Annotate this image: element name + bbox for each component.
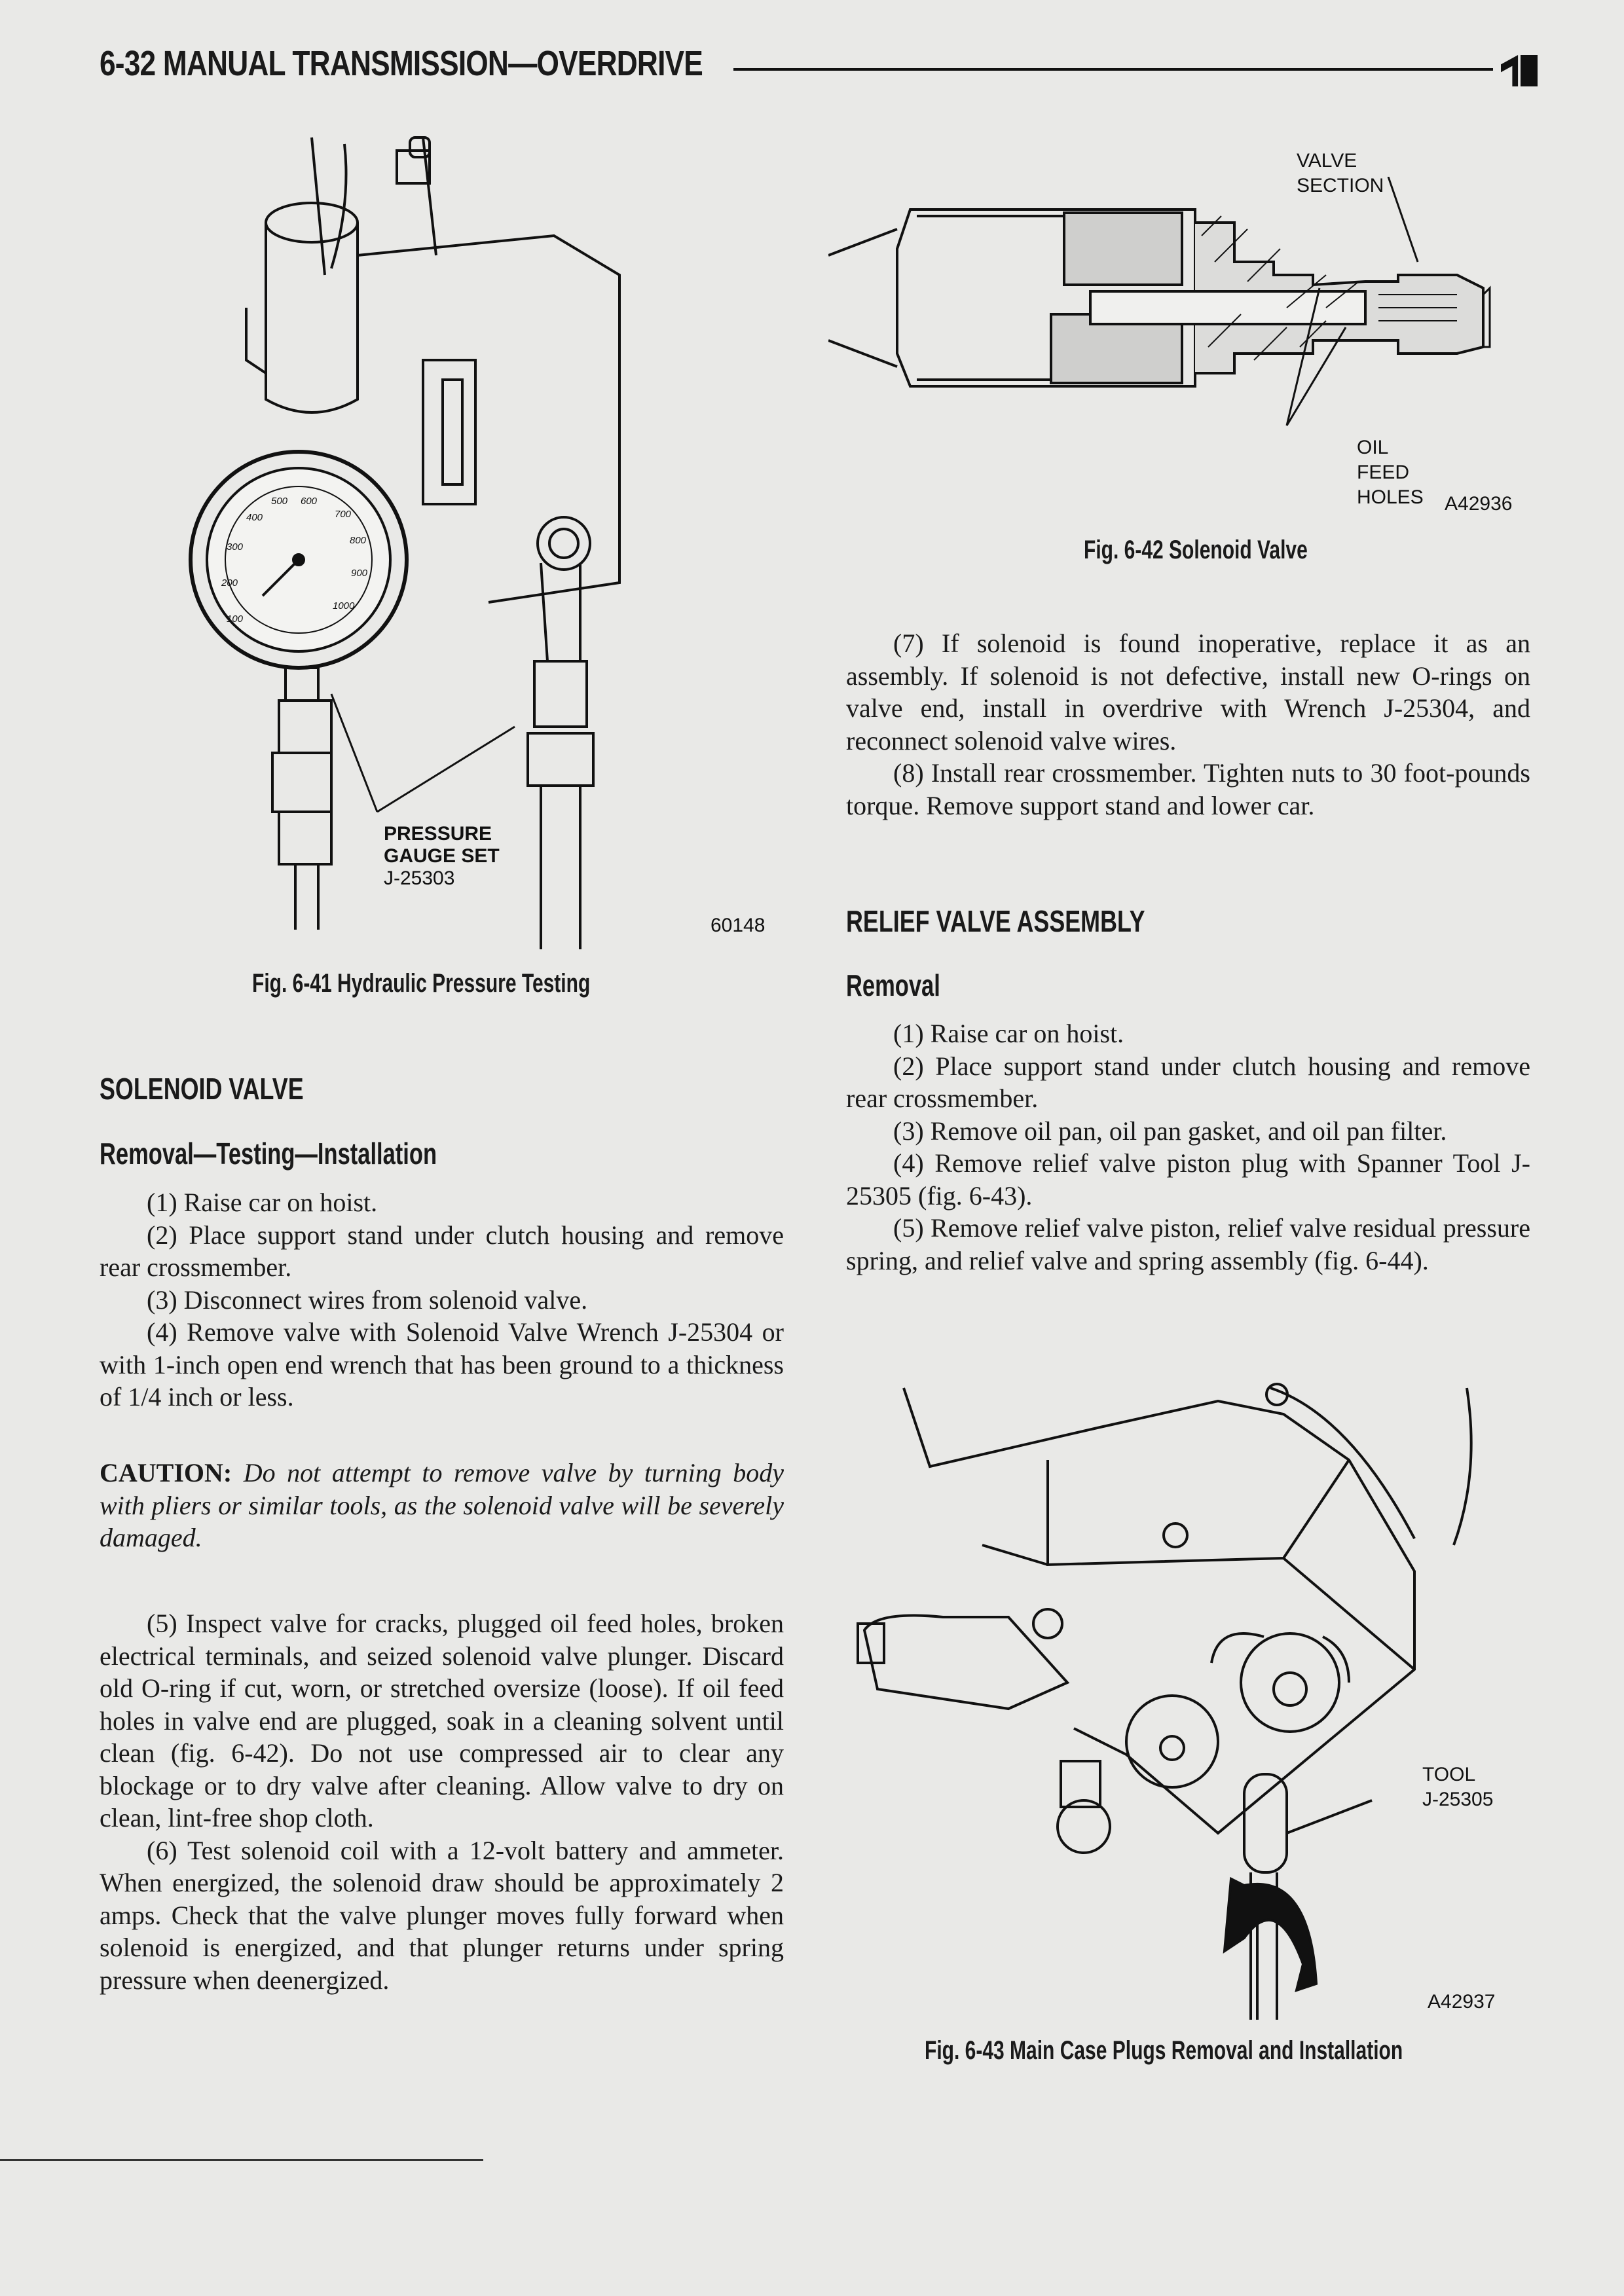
relief-valve-heading: RELIEF VALVE ASSEMBLY [846,904,1145,938]
step-text: (3) Remove oil pan, oil pan gasket, and oil pan filter. [893,1116,1447,1146]
caution-text: Do not attempt to remove valve by turning body with pliers or similar tools, as the solenoid valve will be severely damaged. [100,1458,784,1552]
gauge-number: 400 [246,512,263,523]
fig41-label-line3: J-25303 [384,867,455,889]
solenoid-valve-subheading: Removal—Testing—Installation [100,1137,437,1171]
step-text: (1) Raise car on hoist. [893,1019,1124,1048]
section-mark-icon-bar [1521,55,1538,86]
gauge-number: 600 [301,496,318,507]
gauge-number: 1000 [333,600,355,611]
step-text: (2) Place support stand under clutch housing and remove rear crossmember. [100,1220,784,1282]
relief-valve-steps [846,1017,1530,1277]
gauge-number: 500 [271,496,288,507]
relief-valve-subheading: Removal [846,968,940,1002]
caution-label: CAUTION: [100,1458,232,1487]
fig43-label-tool-1: TOOL [1422,1764,1476,1785]
caution-note [100,1457,784,1554]
footer-rule [0,2159,483,2161]
step-text: (8) Install rear crossmember. Tighten nuts to 30 foot-pounds torque. Remove support stand and lower car. [846,758,1530,820]
fig42-code: A42936 [1445,493,1513,515]
main-case-plugs-illustration [851,1375,1545,2023]
gauge-number: 700 [335,509,352,520]
solenoid-steps-2 [100,1607,784,1996]
fig43-caption: Fig. 6-43 Main Case Plugs Removal and Installation [925,2036,1403,2065]
fig43-code: A42937 [1428,1991,1496,2013]
fig41-label-line1: PRESSURE [384,823,492,845]
fig42-caption: Fig. 6-42 Solenoid Valve [1084,536,1308,564]
fig41-label-line2: GAUGE SET [384,845,500,867]
gauge-number: 200 [221,577,238,589]
page-header-title: 6-32 MANUAL TRANSMISSION—OVERDRIVE [100,44,703,83]
step-text: (4) Remove relief valve piston plug with Spanner Tool J-25305 (fig. 6-43). [846,1148,1530,1211]
fig42-label-oil-2: FEED [1357,462,1410,483]
gauge-number: 900 [351,568,368,579]
gauge-number: 800 [350,535,367,546]
fig42-label-oil-3: HOLES [1357,486,1424,508]
step-text: (7) If solenoid is found inoperative, replace it as an assembly. If solenoid is not defective, install new O-rings on valve end, install in overdrive with Wrench J-25304, and reconnect solenoid valve wires. [846,629,1530,756]
solenoid-steps-3 [846,627,1530,822]
fig42-label-valve-2: SECTION [1297,175,1384,196]
step-text: (1) Raise car on hoist. [147,1188,378,1217]
step-text: (5) Inspect valve for cracks, plugged oil feed holes, broken electrical terminals, and seized solenoid valve plunger. Discard old O-ring if cut, worn, or stretched oversize (loose). If oil feed holes in valve end are plugged, soak in a cleaning solvent until clean (fig. 6-42). Do not use compressed air to clear any blockage or to dry valve after cleaning. Allow valve to dry on clean, lint-free shop cloth. [100,1609,784,1832]
header-rule [733,68,1493,71]
step-text: (3) Disconnect wires from solenoid valve. [147,1285,588,1315]
step-text: (6) Test solenoid coil with a 12-volt battery and ammeter. When energized, the solenoid draw should be approximately 2 amps. Check that the valve plunger moves fully forward when solenoid is energized, and that plunger returns under spring pressure when deenergized. [100,1835,784,1995]
fig43-label-tool-2: J-25305 [1422,1789,1494,1810]
step-text: (5) Remove relief valve piston, relief valve residual pressure spring, and relief valve and spring assembly (fig. 6-44). [846,1213,1530,1275]
step-text: (2) Place support stand under clutch housing and remove rear crossmember. [846,1051,1530,1113]
fig41-code: 60148 [710,915,766,936]
gauge-number: 100 [227,613,244,625]
fig42-label-oil-1: OIL [1357,437,1389,458]
fig41-caption: Fig. 6-41 Hydraulic Pressure Testing [252,969,591,998]
solenoid-valve-illustration [828,177,1562,439]
step-text: (4) Remove valve with Solenoid Valve Wrench J-25304 or with 1-inch open end wrench that has been ground to a thickness of 1/4 inch or less. [100,1317,784,1412]
fig42-label-valve-1: VALVE [1297,150,1357,172]
solenoid-steps [100,1186,784,1413]
solenoid-valve-heading: SOLENOID VALVE [100,1072,304,1106]
gauge-number: 300 [227,541,244,553]
